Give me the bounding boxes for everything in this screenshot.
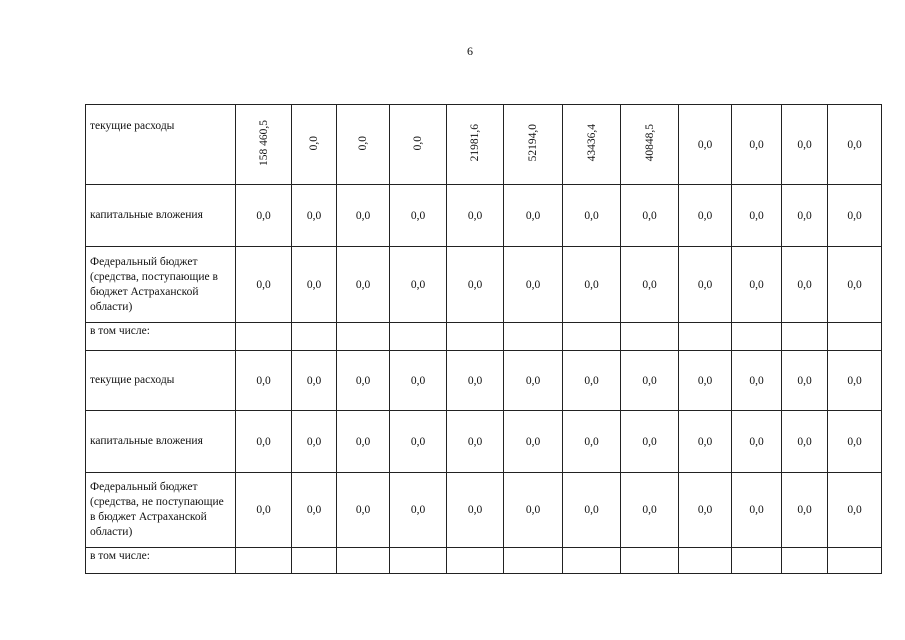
table-row bbox=[86, 411, 882, 473]
cell-value: 0,0 bbox=[847, 138, 862, 151]
cell-value: 0,0 bbox=[797, 374, 812, 387]
cell-value: 0,0 bbox=[410, 504, 426, 516]
cell-value: 21981,6 bbox=[469, 124, 481, 162]
table-cell bbox=[621, 105, 679, 185]
table-cell bbox=[447, 351, 504, 411]
table-cell bbox=[782, 473, 828, 548]
cell-value: 0,0 bbox=[584, 374, 599, 387]
table-row bbox=[86, 185, 882, 247]
row-label: в том числе: bbox=[86, 548, 236, 574]
table-cell bbox=[337, 105, 390, 185]
cell-value: 0,0 bbox=[355, 374, 371, 387]
row-label: текущие расходы bbox=[86, 105, 236, 185]
table-cell bbox=[390, 323, 447, 351]
cell-value: 0,0 bbox=[355, 504, 371, 516]
table-cell bbox=[236, 411, 292, 473]
table-cell bbox=[679, 323, 732, 351]
cell-value: 0,0 bbox=[584, 209, 599, 222]
table-cell bbox=[504, 247, 563, 323]
row-label: капитальные вложения bbox=[86, 411, 236, 473]
table-cell bbox=[782, 411, 828, 473]
cell-value: 0,0 bbox=[584, 504, 599, 516]
cell-value: 0,0 bbox=[306, 374, 322, 387]
table-cell bbox=[504, 105, 563, 185]
table-cell bbox=[504, 411, 563, 473]
table-cell bbox=[337, 473, 390, 548]
row-label: Федеральный бюджет (средства, не поступающие в бюджет Астраханской области) bbox=[86, 473, 236, 548]
table-cell bbox=[828, 185, 882, 247]
table-cell bbox=[292, 247, 337, 323]
cell-value: 0,0 bbox=[847, 435, 862, 448]
table-cell bbox=[337, 185, 390, 247]
cell-value: 0,0 bbox=[797, 504, 812, 516]
cell-value: 0,0 bbox=[467, 209, 483, 222]
table-cell bbox=[679, 351, 732, 411]
cell-value: 0,0 bbox=[749, 435, 764, 448]
table-cell bbox=[292, 185, 337, 247]
table-cell bbox=[732, 351, 782, 411]
table-cell bbox=[828, 323, 882, 351]
table-cell bbox=[236, 105, 292, 185]
cell-value: 0,0 bbox=[410, 374, 426, 387]
table-cell bbox=[828, 473, 882, 548]
table-cell bbox=[236, 351, 292, 411]
table-cell bbox=[236, 548, 292, 574]
cell-value: 0,0 bbox=[847, 504, 862, 516]
cell-value: 0,0 bbox=[525, 374, 541, 387]
cell-value: 0,0 bbox=[410, 435, 426, 448]
cell-value: 0,0 bbox=[697, 209, 713, 222]
cell-value: 0,0 bbox=[642, 435, 657, 448]
cell-value: 0,0 bbox=[749, 138, 764, 151]
cell-value: 0,0 bbox=[697, 138, 713, 151]
table-cell bbox=[679, 105, 732, 185]
cell-value: 0,0 bbox=[308, 135, 320, 151]
table-cell bbox=[828, 548, 882, 574]
table-cell bbox=[679, 185, 732, 247]
cell-value: 0,0 bbox=[749, 278, 764, 291]
cell-value: 0,0 bbox=[467, 435, 483, 448]
table-cell bbox=[563, 247, 621, 323]
table-cell bbox=[292, 105, 337, 185]
table-cell bbox=[828, 411, 882, 473]
cell-value: 0,0 bbox=[642, 209, 657, 222]
cell-value: 0,0 bbox=[306, 435, 322, 448]
cell-value: 0,0 bbox=[697, 504, 713, 516]
table-cell bbox=[292, 323, 337, 351]
cell-value: 0,0 bbox=[355, 278, 371, 291]
cell-value: 0,0 bbox=[256, 504, 271, 516]
cell-value: 0,0 bbox=[642, 374, 657, 387]
table-cell bbox=[621, 323, 679, 351]
table-cell bbox=[732, 411, 782, 473]
cell-value: 0,0 bbox=[642, 278, 657, 291]
cell-value: 40848,5 bbox=[643, 124, 656, 162]
table-row bbox=[86, 247, 882, 323]
cell-value: 0,0 bbox=[797, 209, 812, 222]
table-cell bbox=[732, 548, 782, 574]
cell-value: 0,0 bbox=[525, 278, 541, 291]
cell-value: 0,0 bbox=[847, 374, 862, 387]
cell-value: 0,0 bbox=[410, 278, 426, 291]
table-cell bbox=[828, 105, 882, 185]
table-cell bbox=[679, 473, 732, 548]
table-row bbox=[86, 473, 882, 548]
table-cell bbox=[337, 323, 390, 351]
table-cell bbox=[732, 105, 782, 185]
table-cell bbox=[390, 185, 447, 247]
row-label: в том числе: bbox=[86, 323, 236, 351]
table-cell bbox=[447, 548, 504, 574]
table-cell bbox=[782, 105, 828, 185]
table-row bbox=[86, 105, 882, 185]
table-cell bbox=[337, 548, 390, 574]
table-cell bbox=[621, 473, 679, 548]
cell-value: 0,0 bbox=[467, 374, 483, 387]
table-cell bbox=[337, 351, 390, 411]
cell-value: 0,0 bbox=[467, 504, 483, 516]
table-cell bbox=[563, 105, 621, 185]
table-row bbox=[86, 351, 882, 411]
table-cell bbox=[447, 323, 504, 351]
cell-value: 0,0 bbox=[697, 374, 713, 387]
cell-value: 0,0 bbox=[256, 209, 271, 222]
table-cell bbox=[504, 351, 563, 411]
table-cell bbox=[504, 548, 563, 574]
table-cell bbox=[732, 247, 782, 323]
cell-value: 43436,4 bbox=[585, 124, 598, 162]
cell-value: 0,0 bbox=[697, 278, 713, 291]
table-cell bbox=[563, 473, 621, 548]
table-cell bbox=[563, 351, 621, 411]
table-cell bbox=[236, 473, 292, 548]
cell-value: 0,0 bbox=[642, 504, 657, 516]
table-cell bbox=[390, 351, 447, 411]
cell-value: 0,0 bbox=[697, 435, 713, 448]
cell-value: 0,0 bbox=[525, 435, 541, 448]
table-cell bbox=[504, 323, 563, 351]
table-cell bbox=[563, 185, 621, 247]
table-cell bbox=[732, 185, 782, 247]
cell-value: 0,0 bbox=[797, 278, 812, 291]
table-cell bbox=[390, 105, 447, 185]
cell-value: 0,0 bbox=[847, 278, 862, 291]
table-cell bbox=[292, 411, 337, 473]
table-cell bbox=[390, 247, 447, 323]
table-cell bbox=[621, 247, 679, 323]
table-cell bbox=[504, 185, 563, 247]
cell-value: 0,0 bbox=[797, 435, 812, 448]
cell-value: 0,0 bbox=[412, 135, 424, 151]
table-cell bbox=[679, 247, 732, 323]
table-cell bbox=[782, 323, 828, 351]
cell-value: 0,0 bbox=[584, 278, 599, 291]
cell-value: 0,0 bbox=[467, 278, 483, 291]
table-cell bbox=[732, 473, 782, 548]
cell-value: 0,0 bbox=[256, 435, 271, 448]
table-cell bbox=[828, 247, 882, 323]
cell-value: 0,0 bbox=[306, 504, 322, 516]
table-cell bbox=[828, 351, 882, 411]
cell-value: 0,0 bbox=[410, 209, 426, 222]
table-cell bbox=[679, 411, 732, 473]
cell-value: 0,0 bbox=[256, 374, 271, 387]
table-cell bbox=[447, 411, 504, 473]
cell-value: 0,0 bbox=[749, 504, 764, 516]
table-row bbox=[86, 548, 882, 574]
cell-value: 0,0 bbox=[306, 209, 322, 222]
table-cell bbox=[504, 473, 563, 548]
page-number: 6 bbox=[467, 44, 473, 58]
table-cell bbox=[390, 548, 447, 574]
table-cell bbox=[390, 473, 447, 548]
cell-value: 0,0 bbox=[357, 135, 369, 151]
budget-table bbox=[85, 104, 882, 574]
cell-value: 0,0 bbox=[797, 138, 812, 151]
table-cell bbox=[621, 411, 679, 473]
cell-value: 0,0 bbox=[525, 209, 541, 222]
table-cell bbox=[782, 548, 828, 574]
table-cell bbox=[447, 185, 504, 247]
table-row bbox=[86, 323, 882, 351]
cell-value: 0,0 bbox=[584, 435, 599, 448]
cell-value: 0,0 bbox=[306, 278, 322, 291]
row-label: текущие расходы bbox=[86, 351, 236, 411]
table-cell bbox=[447, 105, 504, 185]
row-label: капитальные вложения bbox=[86, 185, 236, 247]
table-cell bbox=[390, 411, 447, 473]
table-cell bbox=[337, 247, 390, 323]
cell-value: 0,0 bbox=[749, 209, 764, 222]
cell-value: 0,0 bbox=[355, 209, 371, 222]
table-cell bbox=[621, 548, 679, 574]
table-cell bbox=[563, 411, 621, 473]
cell-value: 0,0 bbox=[525, 504, 541, 516]
table-cell bbox=[563, 323, 621, 351]
cell-value: 0,0 bbox=[847, 209, 862, 222]
table-cell bbox=[621, 185, 679, 247]
table-cell bbox=[621, 351, 679, 411]
table-cell bbox=[337, 411, 390, 473]
table-cell bbox=[292, 473, 337, 548]
table-cell bbox=[236, 185, 292, 247]
table-cell bbox=[679, 548, 732, 574]
table-cell bbox=[732, 323, 782, 351]
cell-value: 52194,0 bbox=[527, 124, 539, 162]
table-cell bbox=[292, 548, 337, 574]
cell-value: 0,0 bbox=[256, 278, 271, 291]
cell-value: 158 460,5 bbox=[257, 120, 270, 166]
table-cell bbox=[782, 185, 828, 247]
table-cell bbox=[782, 247, 828, 323]
table-cell bbox=[292, 351, 337, 411]
table-cell bbox=[447, 473, 504, 548]
table-cell bbox=[782, 351, 828, 411]
table-cell bbox=[447, 247, 504, 323]
table-cell bbox=[563, 548, 621, 574]
table-cell bbox=[236, 247, 292, 323]
row-label: Федеральный бюджет (средства, поступающие в бюджет Астраханской области) bbox=[86, 247, 236, 323]
table-cell bbox=[236, 323, 292, 351]
cell-value: 0,0 bbox=[749, 374, 764, 387]
cell-value: 0,0 bbox=[355, 435, 371, 448]
